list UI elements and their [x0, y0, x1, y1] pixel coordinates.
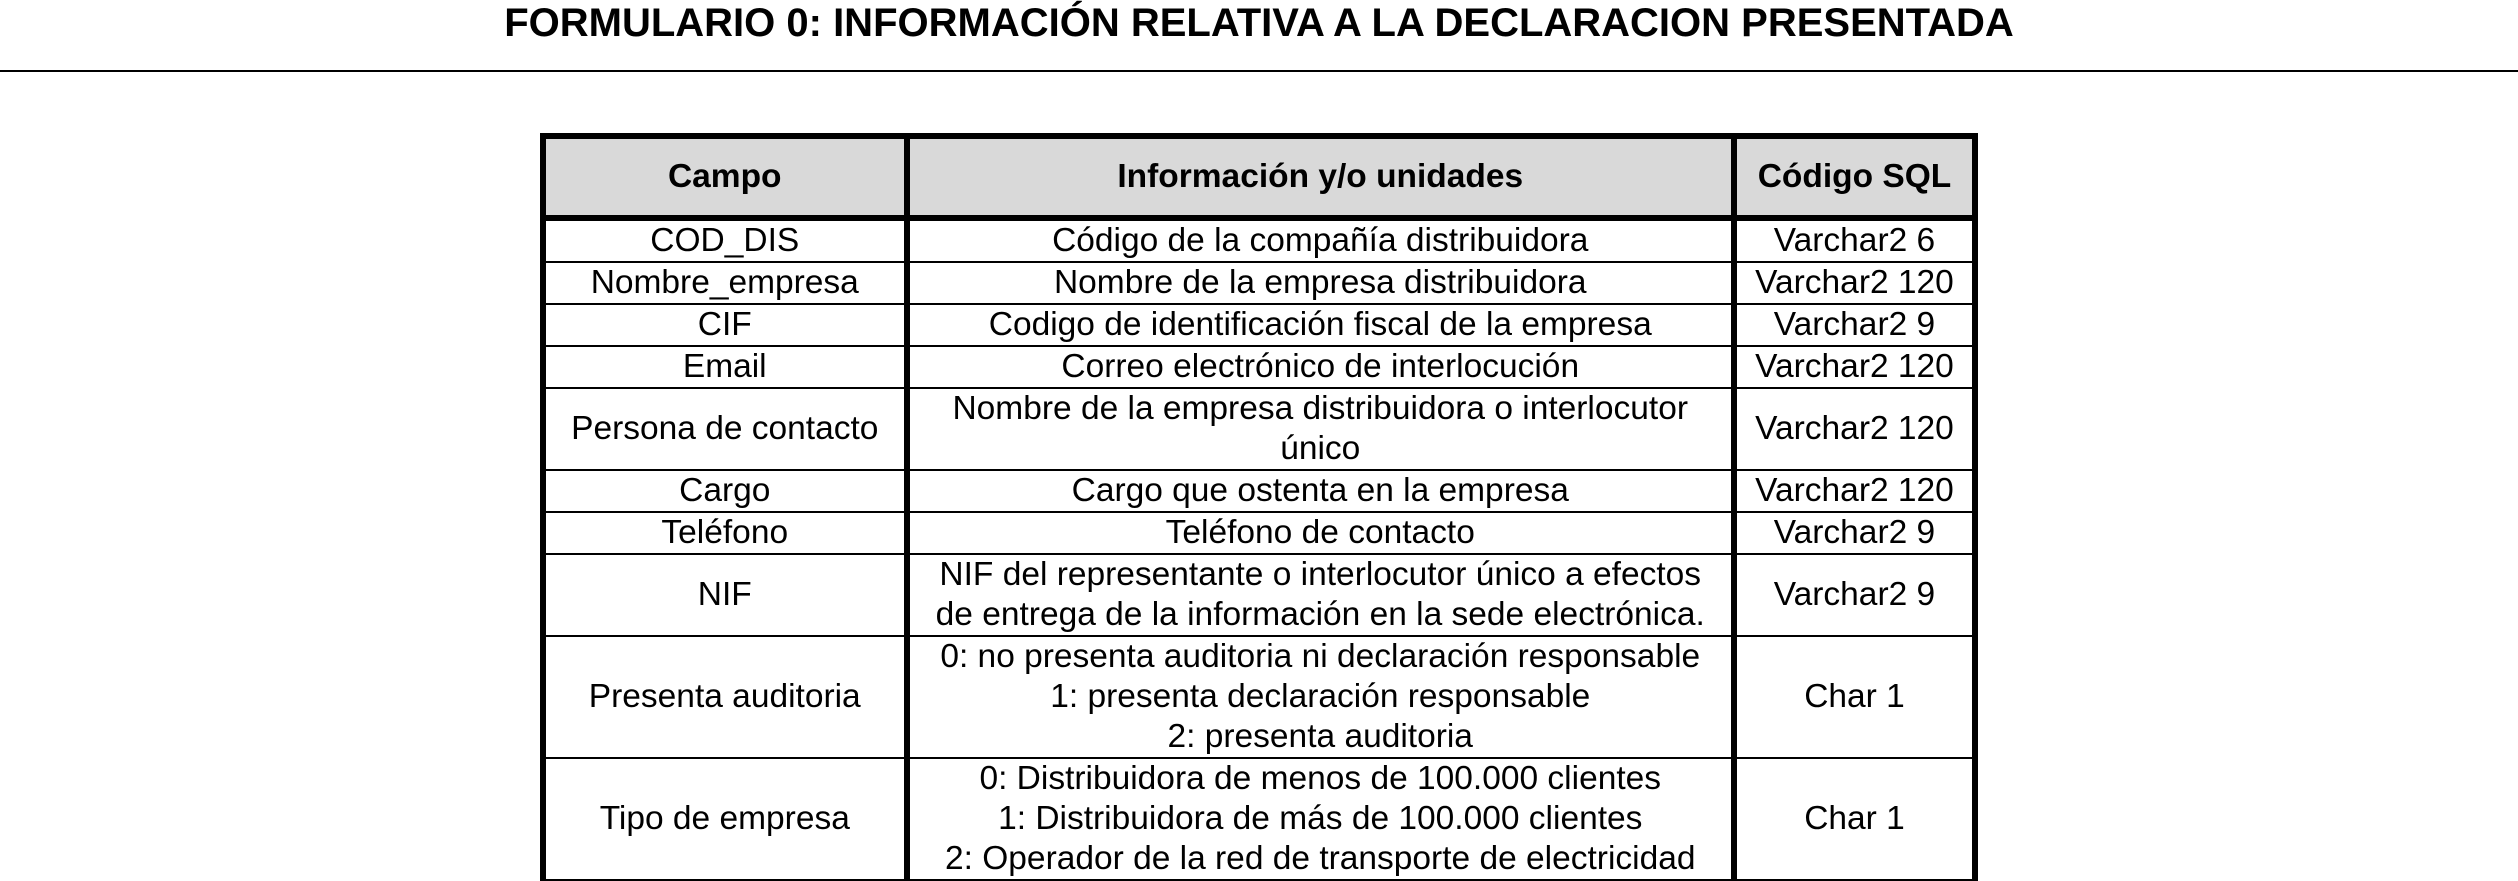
page-title: FORMULARIO 0: INFORMACIÓN RELATIVA A LA DECLARACION PRESENTADA: [504, 1, 2014, 45]
cell-codigo-sql: Varchar2 6: [1734, 218, 1975, 262]
cell-codigo-sql: Char 1: [1734, 636, 1975, 758]
cell-campo: Tipo de empresa: [543, 758, 907, 880]
cell-campo: Presenta auditoria: [543, 636, 907, 758]
table-row: [543, 262, 1975, 304]
cell-codigo-sql: Varchar2 120: [1734, 388, 1975, 470]
cell-codigo-sql: Varchar2 120: [1734, 262, 1975, 304]
header-codigo-sql: Código SQL: [1734, 136, 1975, 218]
cell-informacion: NIF del representante o interlocutor único a efectos de entrega de la información en la sede electrónica.: [907, 554, 1734, 636]
cell-codigo-sql: Varchar2 120: [1734, 470, 1975, 512]
cell-informacion: Cargo que ostenta en la empresa: [907, 470, 1734, 512]
cell-codigo-sql: Varchar2 120: [1734, 346, 1975, 388]
cell-campo: COD_DIS: [543, 218, 907, 262]
table-row: [543, 636, 1975, 758]
table-row: [543, 218, 1975, 262]
cell-informacion: 0: Distribuidora de menos de 100.000 clientes 1: Distribuidora de más de 100.000 clientes 2: Operador de la red de transporte de electricidad: [907, 758, 1734, 880]
cell-campo: Cargo: [543, 470, 907, 512]
cell-codigo-sql: Varchar2 9: [1734, 304, 1975, 346]
table-row: [543, 512, 1975, 554]
cell-campo: Nombre_empresa: [543, 262, 907, 304]
table-row: [543, 554, 1975, 636]
table-header-row: [543, 136, 1975, 218]
table-row: [543, 346, 1975, 388]
form-0-table: [540, 133, 1978, 881]
table-row: [543, 304, 1975, 346]
cell-codigo-sql: Varchar2 9: [1734, 512, 1975, 554]
cell-campo: Persona de contacto: [543, 388, 907, 470]
cell-codigo-sql: Varchar2 9: [1734, 554, 1975, 636]
cell-campo: CIF: [543, 304, 907, 346]
cell-informacion: Código de la compañía distribuidora: [907, 218, 1734, 262]
header-campo: Campo: [543, 136, 907, 218]
table-row: [543, 758, 1975, 880]
cell-informacion: Nombre de la empresa distribuidora: [907, 262, 1734, 304]
cell-informacion: Correo electrónico de interlocución: [907, 346, 1734, 388]
title-divider: [0, 70, 2518, 72]
cell-codigo-sql: Char 1: [1734, 758, 1975, 880]
cell-informacion: 0: no presenta auditoria ni declaración responsable 1: presenta declaración responsable 2: presenta auditoria: [907, 636, 1734, 758]
header-informacion: Información y/o unidades: [907, 136, 1734, 218]
cell-campo: Teléfono: [543, 512, 907, 554]
cell-campo: Email: [543, 346, 907, 388]
table-row: [543, 470, 1975, 512]
table-row: [543, 388, 1975, 470]
cell-informacion: Codigo de identificación fiscal de la empresa: [907, 304, 1734, 346]
cell-campo: NIF: [543, 554, 907, 636]
cell-informacion: Teléfono de contacto: [907, 512, 1734, 554]
cell-informacion: Nombre de la empresa distribuidora o interlocutor único: [907, 388, 1734, 470]
